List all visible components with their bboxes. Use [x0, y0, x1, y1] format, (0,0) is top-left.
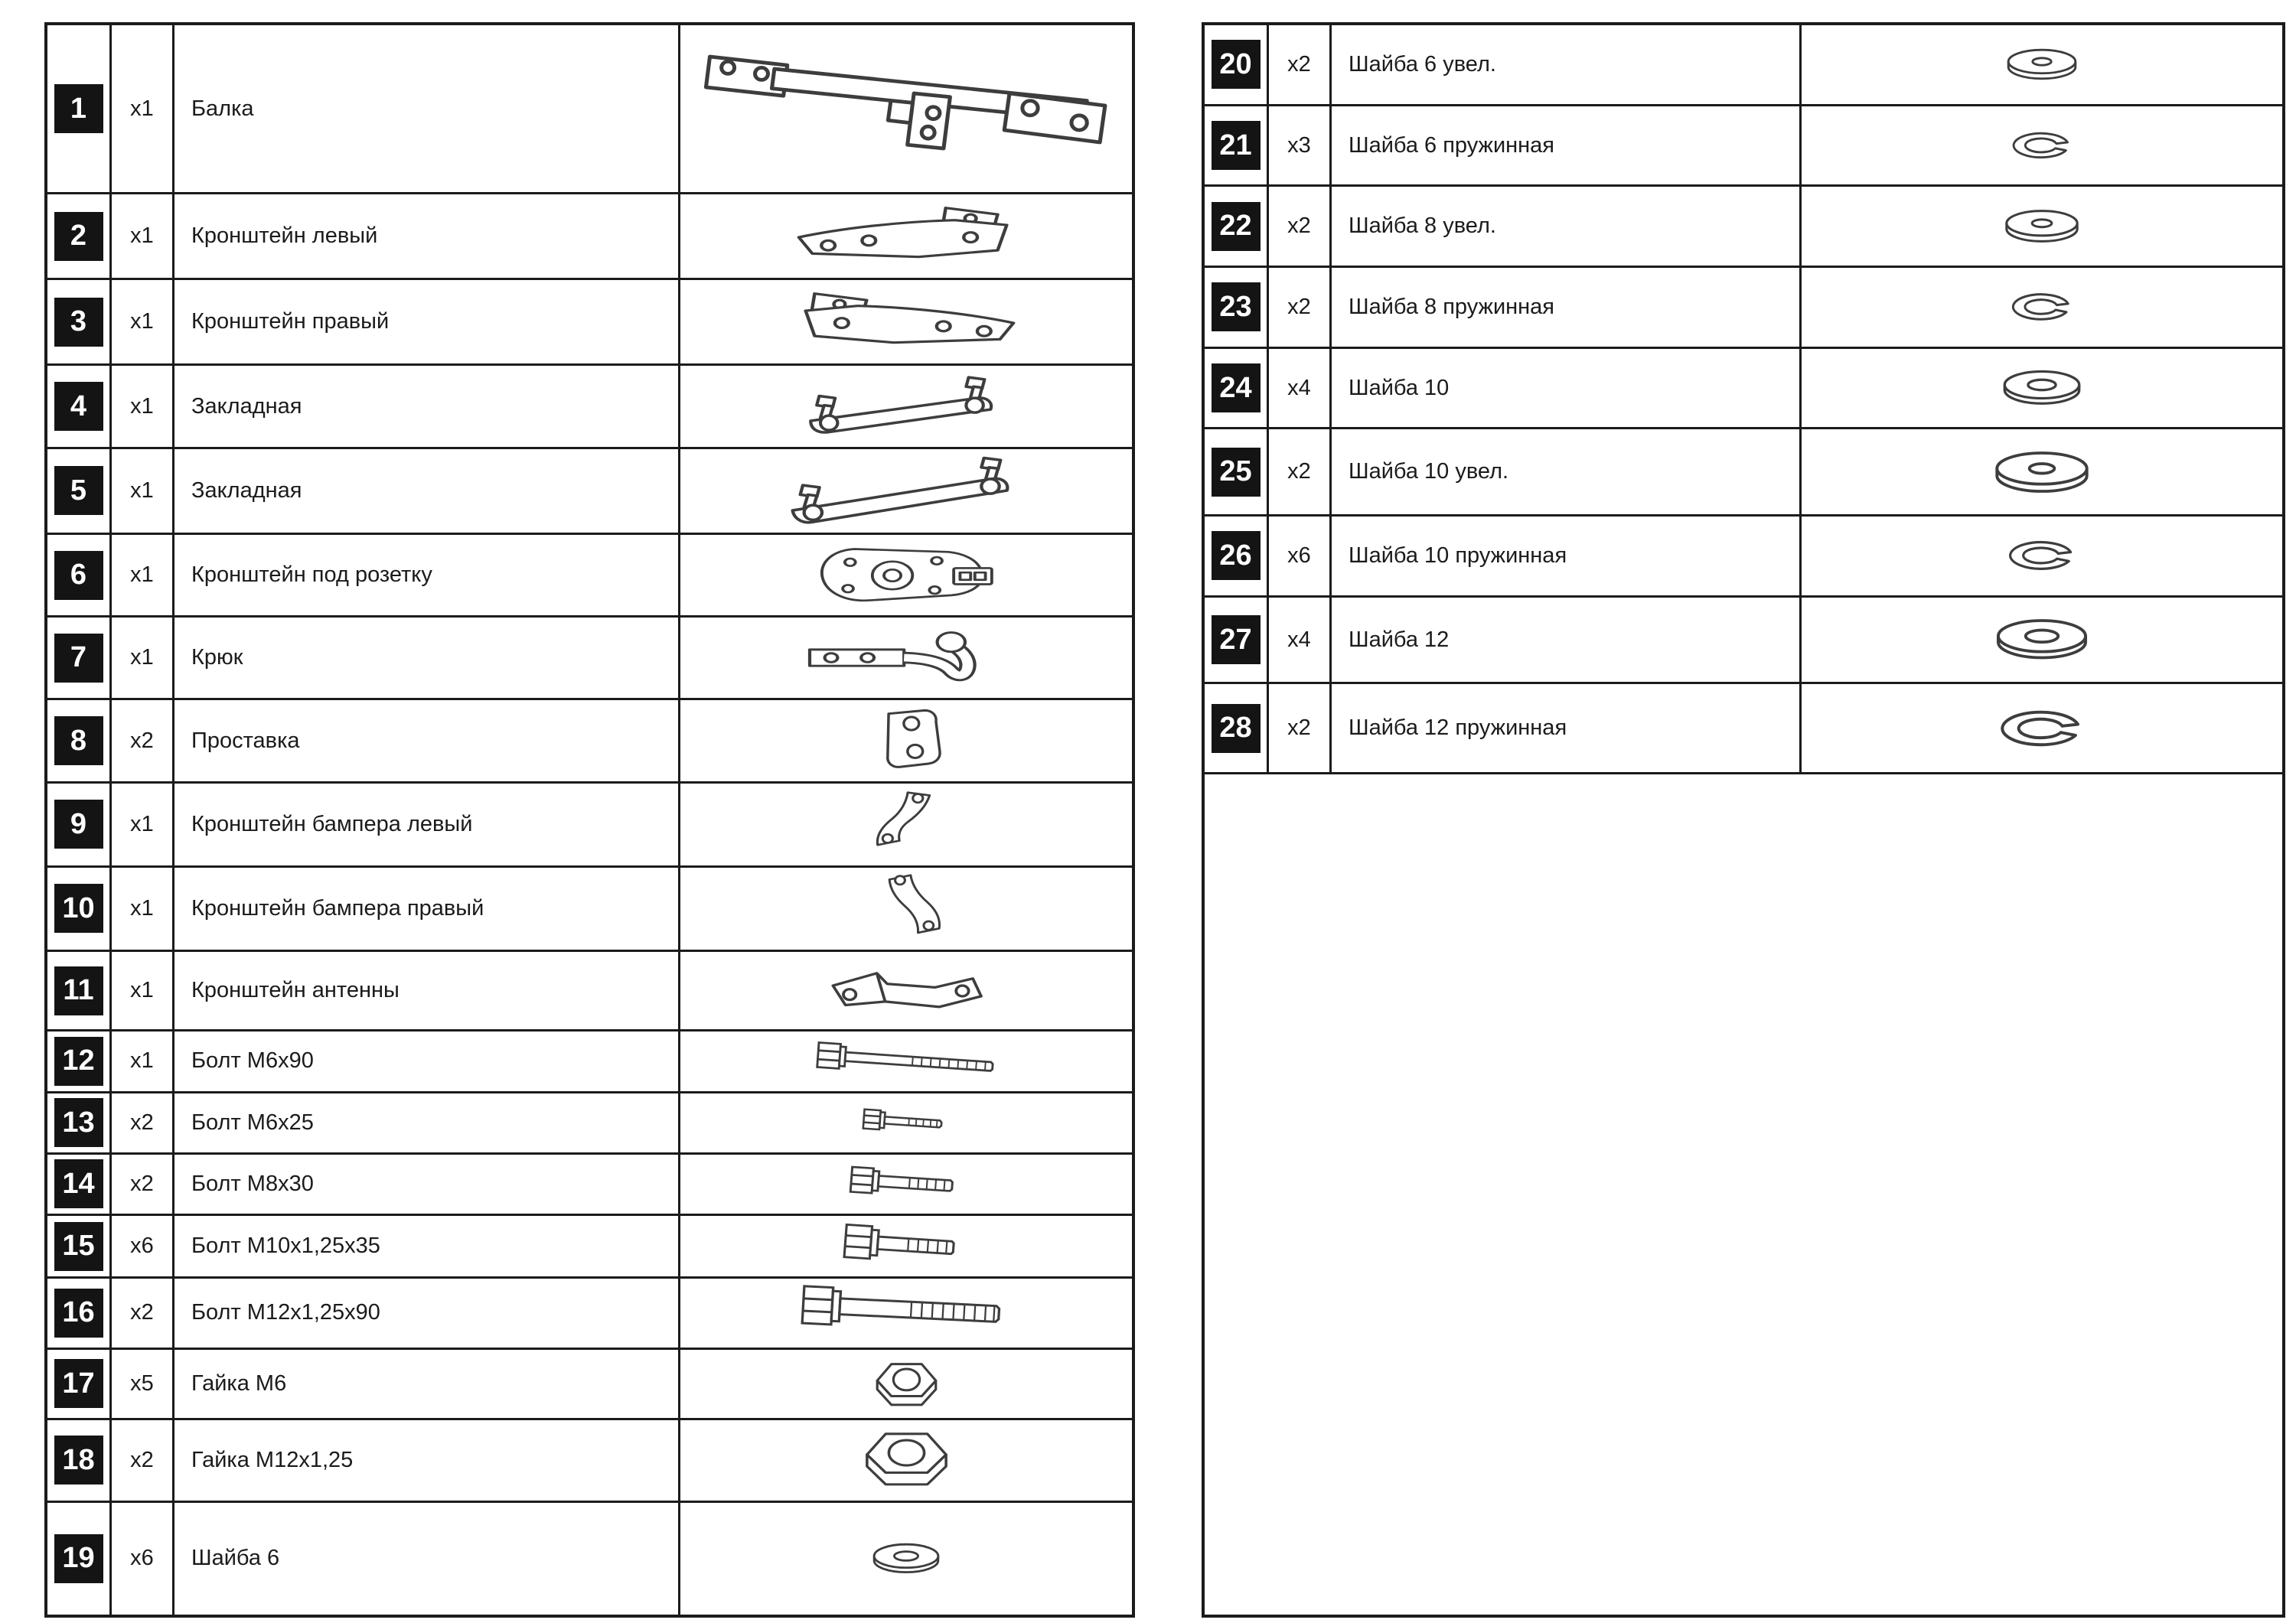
item-number-badge: 20 — [1212, 40, 1261, 89]
parts-table-right — [1205, 25, 2282, 774]
item-drawing-cell — [1802, 106, 2282, 185]
washer-6-icon — [864, 1538, 948, 1579]
item-number-cell — [47, 535, 112, 615]
item-name: Шайба 6 — [174, 1503, 680, 1615]
item-number-badge: 1 — [54, 84, 103, 133]
item-drawing-cell — [680, 700, 1132, 781]
anchor-plate-2-icon — [772, 454, 1040, 527]
item-drawing-cell — [680, 535, 1132, 615]
parts-row — [1205, 268, 2282, 349]
washer-8-large-icon — [1997, 204, 2087, 248]
item-qty: x1 — [112, 535, 174, 615]
item-number-badge: 6 — [54, 551, 103, 600]
item-name: Гайка М12х1,25 — [174, 1420, 680, 1501]
item-drawing-cell — [680, 618, 1132, 698]
washer-10-large-icon — [1985, 445, 2099, 500]
item-qty: x2 — [1269, 25, 1332, 104]
item-qty: x4 — [1269, 349, 1332, 428]
socket-bracket-icon — [795, 540, 1017, 611]
parts-row — [47, 1350, 1132, 1420]
parts-table-left — [44, 22, 1135, 1618]
item-qty: x1 — [112, 194, 174, 278]
item-drawing-cell — [680, 784, 1132, 865]
item-number-cell — [47, 25, 112, 192]
item-number-badge: 21 — [1212, 121, 1261, 170]
bolt-m12x90-icon — [795, 1284, 1017, 1342]
item-number-cell — [1205, 268, 1269, 347]
parts-row — [47, 194, 1132, 280]
item-number-cell — [1205, 349, 1269, 428]
item-name: Кронштейн под розетку — [174, 535, 680, 615]
item-number-cell — [1205, 25, 1269, 104]
item-number-badge: 15 — [54, 1222, 103, 1271]
nut-m6-icon — [870, 1354, 943, 1413]
item-drawing-cell — [1802, 187, 2282, 266]
item-drawing-cell — [1802, 684, 2282, 772]
item-qty: x2 — [1269, 429, 1332, 514]
item-number-cell — [47, 618, 112, 698]
parts-row — [47, 952, 1132, 1031]
parts-row — [47, 366, 1132, 448]
item-qty: x5 — [112, 1350, 174, 1418]
item-name: Шайба 10 — [1332, 349, 1802, 428]
item-number-badge: 24 — [1212, 363, 1261, 412]
spacer-icon — [856, 706, 956, 776]
item-qty: x1 — [112, 784, 174, 865]
item-number-badge: 9 — [54, 800, 103, 849]
item-drawing-cell — [1802, 268, 2282, 347]
item-drawing-cell — [680, 1350, 1132, 1418]
item-number-badge: 17 — [54, 1359, 103, 1408]
item-drawing-cell — [1802, 349, 2282, 428]
item-number-cell — [1205, 598, 1269, 683]
item-number-cell — [47, 449, 112, 533]
hook-icon — [799, 623, 1013, 693]
item-qty: x1 — [112, 868, 174, 950]
parts-row — [47, 1216, 1132, 1279]
item-drawing-cell — [680, 1420, 1132, 1501]
washer-12-icon — [1985, 612, 2099, 667]
item-qty: x1 — [112, 366, 174, 446]
item-qty: x6 — [1269, 517, 1332, 595]
item-number-cell — [47, 1155, 112, 1214]
item-number-cell — [47, 1503, 112, 1615]
item-number-cell — [47, 784, 112, 865]
parts-row — [1205, 684, 2282, 772]
parts-row — [47, 1420, 1132, 1503]
item-qty: x2 — [112, 1093, 174, 1152]
item-name: Кронштейн левый — [174, 194, 680, 278]
item-drawing-cell — [1802, 25, 2282, 104]
item-name: Шайба 8 увел. — [1332, 187, 1802, 266]
bracket-right-icon — [788, 285, 1025, 359]
item-drawing-cell — [680, 868, 1132, 950]
item-drawing-cell — [680, 952, 1132, 1029]
item-name: Кронштейн правый — [174, 280, 680, 363]
item-qty: x2 — [112, 1279, 174, 1347]
item-number-badge: 26 — [1212, 531, 1261, 580]
parts-row — [47, 449, 1132, 535]
parts-row — [1205, 106, 2282, 187]
item-drawing-cell — [1802, 598, 2282, 683]
item-qty: x1 — [112, 25, 174, 192]
bolt-m10x35-icon — [837, 1221, 975, 1272]
item-name: Закладная — [174, 449, 680, 533]
item-number-badge: 23 — [1212, 282, 1261, 331]
nut-m12-icon — [859, 1425, 954, 1495]
bolt-m8x30-icon — [843, 1162, 970, 1206]
item-name: Болт М6х25 — [174, 1093, 680, 1152]
item-number-cell — [47, 1031, 112, 1090]
item-qty: x2 — [112, 1420, 174, 1501]
bumper-bracket-left-icon — [863, 788, 951, 860]
parts-row — [47, 1093, 1132, 1155]
parts-row — [1205, 187, 2282, 268]
item-drawing-cell — [1802, 517, 2282, 595]
empty-area — [1205, 774, 2282, 1615]
item-drawing-cell — [680, 25, 1132, 192]
item-name: Шайба 10 увел. — [1332, 429, 1802, 514]
parts-row — [1205, 517, 2282, 598]
item-number-cell — [1205, 517, 1269, 595]
item-number-cell — [47, 1279, 112, 1347]
item-number-badge: 14 — [54, 1159, 103, 1208]
item-number-badge: 3 — [54, 298, 103, 347]
item-qty: x2 — [1269, 187, 1332, 266]
item-number-badge: 19 — [54, 1534, 103, 1583]
item-qty: x1 — [112, 280, 174, 363]
parts-row — [47, 700, 1132, 783]
washer-6-large-icon — [1999, 44, 2085, 85]
item-number-badge: 10 — [54, 884, 103, 933]
item-qty: x4 — [1269, 598, 1332, 683]
item-number-cell — [47, 1093, 112, 1152]
item-drawing-cell — [680, 1155, 1132, 1214]
bolt-m6x90-icon — [810, 1038, 1002, 1085]
item-qty: x2 — [112, 1155, 174, 1214]
item-name: Кронштейн антенны — [174, 952, 680, 1029]
item-qty: x1 — [112, 449, 174, 533]
item-number-badge: 12 — [54, 1037, 103, 1086]
parts-row — [47, 784, 1132, 868]
item-drawing-cell — [680, 366, 1132, 446]
beam-icon — [700, 32, 1113, 185]
anchor-plate-icon — [784, 371, 1029, 442]
parts-row — [47, 25, 1132, 194]
parts-row — [47, 1031, 1132, 1093]
item-number-badge: 27 — [1212, 615, 1261, 664]
parts-row — [47, 1279, 1132, 1349]
item-drawing-cell — [680, 1216, 1132, 1276]
item-name: Закладная — [174, 366, 680, 446]
item-number-badge: 25 — [1212, 448, 1261, 497]
item-qty: x1 — [112, 952, 174, 1029]
item-number-badge: 4 — [54, 382, 103, 431]
item-name: Кронштейн бампера правый — [174, 868, 680, 950]
spring-washer-8-icon — [2003, 285, 2081, 329]
item-number-cell — [1205, 106, 1269, 185]
item-drawing-cell — [1802, 429, 2282, 514]
item-drawing-cell — [680, 280, 1132, 363]
parts-row — [47, 535, 1132, 618]
spring-washer-6-icon — [2004, 124, 2080, 167]
item-number-badge: 7 — [54, 634, 103, 683]
item-name: Крюк — [174, 618, 680, 698]
item-drawing-cell — [680, 449, 1132, 533]
parts-row — [1205, 598, 2282, 685]
item-name: Шайба 12 — [1332, 598, 1802, 683]
item-name: Болт М10х1,25х35 — [174, 1216, 680, 1276]
item-drawing-cell — [680, 1279, 1132, 1347]
parts-row — [1205, 349, 2282, 430]
item-drawing-cell — [680, 1503, 1132, 1615]
item-name: Болт М6х90 — [174, 1031, 680, 1090]
spring-washer-12-icon — [1988, 699, 2095, 758]
item-number-badge: 5 — [54, 466, 103, 515]
parts-row — [47, 1155, 1132, 1216]
item-drawing-cell — [680, 1093, 1132, 1152]
item-qty: x6 — [112, 1216, 174, 1276]
parts-row — [47, 280, 1132, 366]
item-name: Кронштейн бампера левый — [174, 784, 680, 865]
item-number-badge: 11 — [54, 966, 103, 1015]
washer-10-icon — [1993, 364, 2091, 412]
bumper-bracket-right-icon — [863, 872, 949, 944]
item-qty: x2 — [1269, 268, 1332, 347]
parts-row — [47, 868, 1132, 952]
bracket-left-icon — [788, 200, 1025, 273]
item-number-cell — [47, 194, 112, 278]
item-number-cell — [47, 952, 112, 1029]
item-qty: x1 — [112, 618, 174, 698]
item-number-cell — [47, 280, 112, 363]
parts-row — [1205, 429, 2282, 517]
item-name: Балка — [174, 25, 680, 192]
item-number-badge: 2 — [54, 212, 103, 261]
item-number-cell — [1205, 429, 1269, 514]
item-number-cell — [1205, 187, 1269, 266]
item-number-cell — [47, 366, 112, 446]
right-panel — [1202, 22, 2285, 1618]
item-name: Болт М12х1,25х90 — [174, 1279, 680, 1347]
item-number-cell — [47, 868, 112, 950]
parts-row — [47, 618, 1132, 700]
antenna-bracket-icon — [820, 957, 993, 1025]
item-number-cell — [47, 700, 112, 781]
item-number-badge: 16 — [54, 1289, 103, 1338]
item-name: Шайба 6 увел. — [1332, 25, 1802, 104]
item-name: Болт М8х30 — [174, 1155, 680, 1214]
item-qty: x1 — [112, 1031, 174, 1090]
parts-row — [1205, 25, 2282, 106]
item-qty: x2 — [1269, 684, 1332, 772]
item-name: Шайба 8 пружинная — [1332, 268, 1802, 347]
item-name: Шайба 12 пружинная — [1332, 684, 1802, 772]
item-name: Шайба 10 пружинная — [1332, 517, 1802, 595]
item-name: Проставка — [174, 700, 680, 781]
item-name: Шайба 6 пружинная — [1332, 106, 1802, 185]
item-drawing-cell — [680, 1031, 1132, 1090]
item-number-badge: 22 — [1212, 202, 1261, 251]
item-number-badge: 8 — [54, 716, 103, 765]
item-number-cell — [47, 1420, 112, 1501]
item-number-cell — [47, 1350, 112, 1418]
item-name: Гайка М6 — [174, 1350, 680, 1418]
item-qty: x2 — [112, 700, 174, 781]
item-qty: x3 — [1269, 106, 1332, 185]
item-number-badge: 18 — [54, 1436, 103, 1484]
bolt-m6x25-icon — [856, 1103, 956, 1142]
item-number-cell — [47, 1216, 112, 1276]
parts-row — [47, 1503, 1132, 1615]
spring-washer-10-icon — [1999, 532, 2085, 579]
item-number-badge: 28 — [1212, 704, 1261, 753]
item-qty: x6 — [112, 1503, 174, 1615]
item-number-cell — [1205, 684, 1269, 772]
item-drawing-cell — [680, 194, 1132, 278]
item-number-badge: 13 — [54, 1098, 103, 1147]
